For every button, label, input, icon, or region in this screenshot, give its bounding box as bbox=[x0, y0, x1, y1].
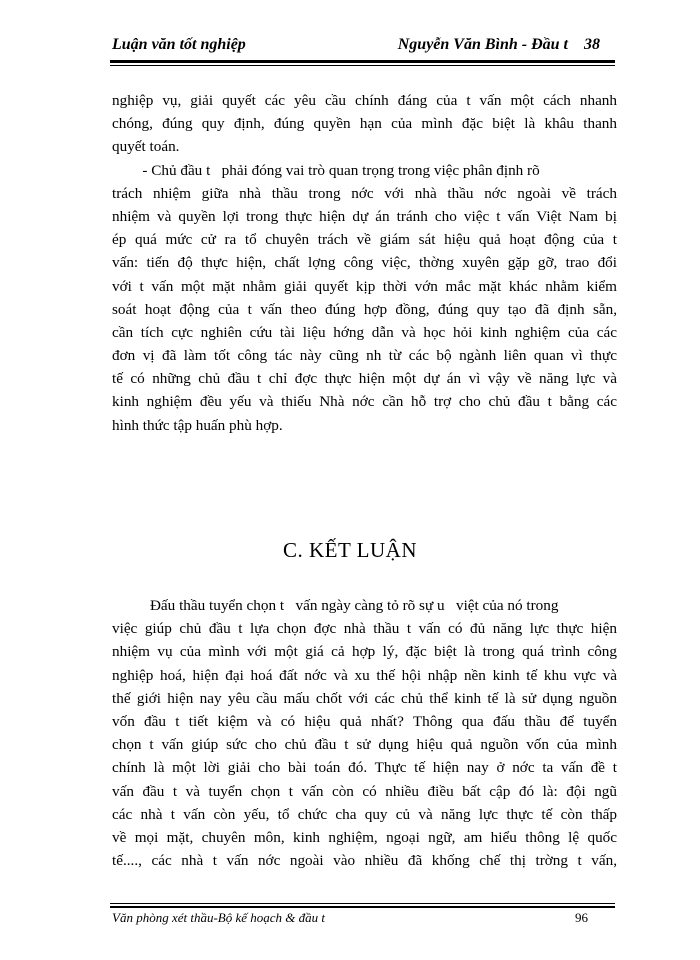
footer-page-number: 96 bbox=[575, 910, 588, 925]
paragraph-3-line: về mọi mặt, chuyên môn, kinh nghiệm, ngoại ngữ, am hiểu thông lệ quốc bbox=[112, 828, 617, 846]
paragraph-2-line: nhiệm và quyền lợi trong thực hiện dự án tránh cho việc t vấn Việt Nam bị bbox=[112, 207, 617, 225]
paragraph-3-line: nghiệp hoá, hiện đại hoá đất nớc và xu thế hội nhập nền kinh tế khu vực và bbox=[112, 666, 617, 684]
paragraph-2-line: - Chủ đầu t phải đóng vai trò quan trọng trong việc phân định rõ bbox=[112, 161, 540, 179]
paragraph-3-line: chọn t vấn giúp sức cho chủ đầu t sử dụng hiệu quả nguồn vốn của mình bbox=[112, 736, 617, 754]
paragraph-3-line: tế...., các nhà t vấn nớc ngoài vào nhiều đã khống chế thị trờng t vấn, bbox=[112, 852, 617, 870]
footer-rule-thick bbox=[110, 906, 615, 908]
paragraph-2-line: soát hoạt động của t vấn theo đúng hợp đồng, đúng quy tạo đã định sẵn, bbox=[112, 300, 617, 318]
paragraph-1-line: chóng, đúng quy định, đúng quyền hạn của mình đặc biệt là khâu thanh bbox=[112, 115, 617, 133]
header-rule-thick bbox=[110, 60, 615, 63]
paragraph-2-line: đơn vị đã làm tốt công tác này cũng nh từ các bộ ngành liên quan vì thực bbox=[112, 347, 617, 365]
paragraph-2-line: vấn: tiến độ thực hiện, chất lợng công việc, thờng xuyên gặp gỡ, trao đổi bbox=[112, 254, 617, 272]
footer-organization: Văn phòng xét thầu-Bộ kế hoạch & đầu t bbox=[112, 910, 326, 925]
paragraph-3-line: nhiệm vụ của mình với một giá cả hợp lý, đặc biệt là trong quá trình công bbox=[112, 643, 617, 661]
paragraph-3-line: việc giúp chủ đầu t lựa chọn đợc nhà thầu t vấn có đủ năng lực thực hiện bbox=[112, 620, 617, 638]
paragraph-2 bbox=[112, 159, 617, 437]
paragraph-2-line: kinh nghiệm đều yếu và thiếu Nhà nớc cần hỗ trợ cho chủ đầu t bằng các bbox=[112, 393, 617, 411]
paragraph-2-line: tế có những chủ đầu t chỉ đợc thực hiện một dự án vì vậy về năng lực và bbox=[112, 370, 617, 388]
paragraph-3-line: thế giới hiện nay yêu cầu mấu chốt với các chủ thể kinh tế là sử dụng nguồn bbox=[112, 689, 617, 707]
paragraph-2-line: hình thức tập huấn phù hợp. bbox=[112, 416, 283, 434]
paragraph-3-line: vốn đầu t tiết kiệm và có hiệu quả nhất? Thông qua đấu thầu để tuyển bbox=[112, 712, 617, 730]
paragraph-1-line: nghiệp vụ, giải quyết các yêu cầu chính đáng của t vấn một cách nhanh bbox=[112, 92, 617, 109]
paragraph-3-line: các nhà t vấn còn yếu, tổ chức cha quy củ và năng lực thực tế còn thấp bbox=[112, 805, 617, 823]
section-heading-conclusion: C. KẾT LUẬN bbox=[282, 538, 418, 562]
paragraph-2-line: trách nhiệm giữa nhà thầu trong nớc với nhà thầu nớc ngoài về trách bbox=[112, 184, 617, 202]
paragraph-3-line: Đấu thầu tuyển chọn t vấn ngày càng tỏ rõ sự u việt của nó trong bbox=[112, 597, 559, 614]
paragraph-1-line: quyết toán. bbox=[112, 138, 180, 156]
paragraph-1 bbox=[112, 89, 617, 159]
paragraph-3-line: vấn đầu t và tuyển chọn t vấn còn có nhiều điều bất cập đó là: đội ngũ bbox=[112, 782, 617, 800]
paragraph-2-line: với t vấn một mặt nhằm giải quyết kịp thời vớn mắc mặt khác nhằm kiểm bbox=[112, 277, 617, 295]
paragraph-2-line: ép quá mức cử ra tổ chuyên trách về giám sát hiệu quả hoạt động của t bbox=[112, 231, 617, 249]
header-thesis-title: Luận văn tốt nghiệp bbox=[112, 36, 246, 53]
paragraph-3 bbox=[112, 594, 617, 872]
header-rule-thin bbox=[110, 65, 615, 66]
header-author-page: Nguyễn Văn Bình - Đầu t 38 bbox=[397, 36, 600, 53]
paragraph-3-line: chính là một lời giải cho bài toán đó. Thực tế hiện nay ở nớc ta vấn đề t bbox=[112, 759, 617, 777]
paragraph-2-line: cần tích cực nghiên cứu tài liệu hớng dẫn và học hỏi kinh nghiệm của các bbox=[112, 323, 617, 341]
footer-rule-thin bbox=[110, 903, 615, 904]
body-text-lower bbox=[112, 594, 617, 872]
body-text-upper bbox=[112, 89, 617, 437]
